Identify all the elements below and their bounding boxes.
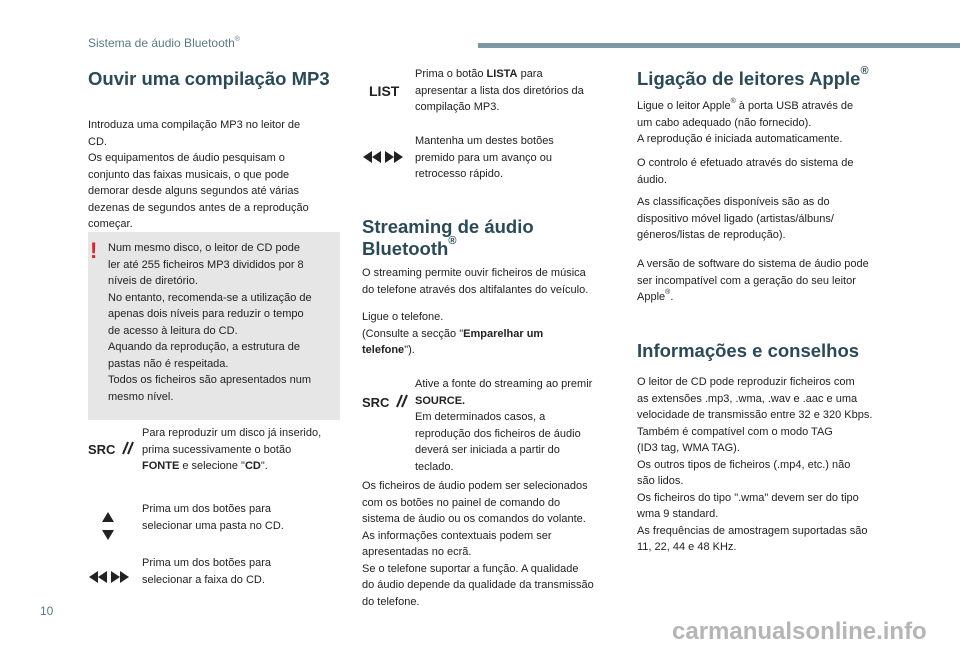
apple-connect: Ligue o leitor Apple® à porta USB através de um cabo adequado (não fornecido). A reprodução é iniciada automaticamente. xyxy=(637,98,854,145)
streaming-files: Os ficheiros de áudio podem ser selecionados com os botões no painel de comando do sistema de áudio ou os comandos do volante. As informações contextuais podem ser apresentadas no ecrã. Se o telefone suportar a função. A qualidade do áudio depende da qualidade da transmissão do telefone. xyxy=(362,480,594,608)
section-title: Sistema de áudio Bluetooth® xyxy=(88,36,240,50)
info-text: O leitor de CD pode reproduzir ficheiros com as extensões .mp3, .wma, .wav e .aac e uma velocidade de transmissão entre 32 e 320 Kbps. Também é compatível com o modo TAG (ID3 tag, WMA TAG). Os outros tipos de ficheiros (.mp4, etc.) não são lidos. Os ficheiros do tipo ".wma" devem ser do tipo wma 9 standard. As frequências de amostragem suportadas são 11, 22, 44 e 48 KHz. xyxy=(637,376,873,553)
heading-mp3: Ouvir uma compilação MP3 xyxy=(88,68,330,89)
apple-classifications: As classificações disponíveis são as do dispositivo móvel ligado (artistas/álbuns/ géneros/listas de reprodução). xyxy=(637,196,834,241)
track-instruction: Prima um dos botões para selecionar a faixa do CD. xyxy=(142,557,272,586)
streaming-intro: O streaming permite ouvir ficheiros de música do telefone através dos altifalantes do veículo. xyxy=(362,267,589,296)
heading-info: Informações e conselhos xyxy=(637,340,860,361)
src-icon: SRC xyxy=(88,441,136,459)
up-down-arrows-icon xyxy=(99,510,117,542)
heading-apple: Ligação de leitores Apple® xyxy=(637,65,869,89)
list-icon: LIST xyxy=(369,83,400,99)
folder-instruction: Prima um dos botões para selecionar uma pasta no CD. xyxy=(142,503,284,532)
heading-streaming: Streaming de áudio Bluetooth® xyxy=(362,216,534,259)
apple-version: A versão de software do sistema de áudio pode ser incompatível com a geração do seu leitor Apple®. xyxy=(637,258,869,303)
watermark: carmanualsonline.info xyxy=(672,618,927,645)
apple-control: O controlo é efetuado através do sistema de áudio. xyxy=(637,157,854,186)
warning-icon: ! xyxy=(90,238,98,263)
mp3-intro: Introduza uma compilação MP3 no leitor de CD. Os equipamentos de áudio pesquisam o conjunto das faixas musicais, o que pode demorar desde alguns segundos até várias dezenas de segundos antes de a reprodução começar. xyxy=(88,119,309,230)
prev-next-track-icon xyxy=(88,570,130,584)
connect-phone: Ligue o telefone. (Consulte a secção "Emparelhar um telefone"). xyxy=(362,311,544,356)
list-instruction: Prima o botão LISTA para apresentar a lista dos diretórios da compilação MP3. xyxy=(415,68,584,113)
header-bar xyxy=(478,43,960,48)
source-instruction: Ative a fonte do streaming ao premir SOURCE. Em determinados casos, a reprodução dos ficheiros de áudio deverá ser iniciada a partir do teclado. xyxy=(415,378,593,473)
page-number: 10 xyxy=(40,604,54,618)
src-instruction: Para reproduzir um disco já inserido, prima sucessivamente o botão FONTE e selecione "CD". xyxy=(142,427,322,472)
seek-icon xyxy=(362,150,404,164)
seek-instruction: Mantenha um destes botões premido para um avanço ou retrocesso rápido. xyxy=(415,135,554,180)
warning-text: Num mesmo disco, o leitor de CD pode ler até 255 ficheiros MP3 divididos por 8 níveis de diretório. No entanto, recomenda-se a utilização de apenas dois níveis para reduzir o tempo de acesso à leitura do CD. Aquando da reprodução, a estrutura de pastas não é respeitada. Todos os ficheiros são apresentados num mesmo nível. xyxy=(108,242,312,403)
src-icon: SRC xyxy=(362,394,410,412)
